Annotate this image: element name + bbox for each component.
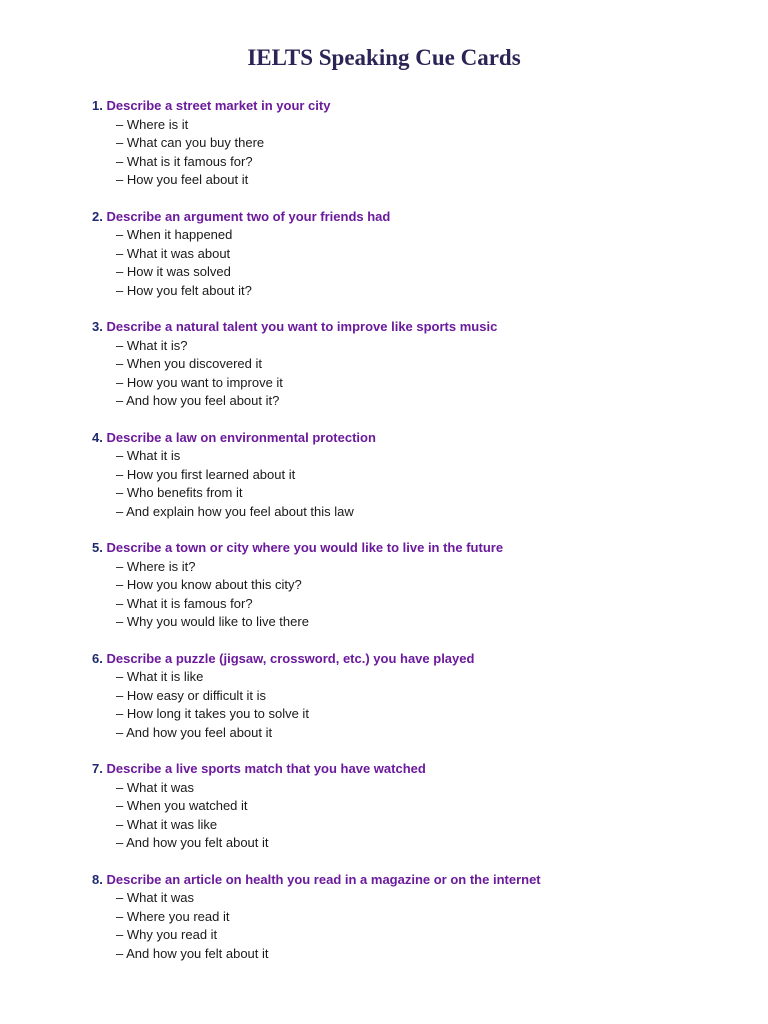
cue-card-points [92,558,752,632]
cue-card-point: – How long it takes you to solve it [116,706,309,721]
cue-card-point: – Where you read it [116,908,230,924]
cue-card-point: – What it was like [116,816,218,832]
cue-card-point: – How you know about this city? [116,577,302,592]
cue-card-point: – Why you read it [116,927,218,942]
cue-card-point: – Where is it? [116,558,196,574]
cue-card-point: – And how you felt about it [116,835,269,850]
cue-card-number: 7. [92,761,103,776]
cue-card-point: – How you first learned about it [116,466,296,482]
cue-card [92,318,752,411]
cue-card-points [92,226,752,300]
cue-card-points [92,779,752,853]
cue-card-heading [92,871,752,890]
cue-card-point: – What is it famous for? [116,153,253,169]
cue-card-point: – How you feel about it [116,172,249,187]
cue-card-number: 5. [92,540,103,555]
cue-card [92,650,752,743]
cue-card-points [92,668,752,742]
cue-card-points [92,116,752,190]
cue-card-list [92,97,752,981]
cue-card-number: 3. [92,319,103,334]
cue-card-title: Describe a puzzle (jigsaw, crossword, etc.) you have played [106,650,475,666]
cue-card-heading [92,539,752,558]
cue-card-point: – When you watched it [116,798,248,813]
cue-card-point: – And how you feel about it [116,724,273,740]
cue-card-point: – How you want to improve it [116,374,283,390]
cue-card-point: – What it is famous for? [116,595,253,611]
cue-card-heading [92,318,752,337]
cue-card-point: – How easy or difficult it is [116,687,267,703]
cue-card-heading [92,650,752,669]
cue-card-point: – How you felt about it? [116,282,252,298]
cue-card-title: Describe a street market in your city [106,98,331,113]
cue-card-point: – Why you would like to live there [116,614,309,629]
cue-card-heading [92,760,752,779]
document-title: IELTS Speaking Cue Cards [247,45,521,70]
cue-card-point: – How it was solved [116,264,231,279]
cue-card-number: 6. [92,650,103,666]
cue-card-heading [92,429,752,448]
cue-card [92,539,752,632]
cue-card-title: Describe a natural talent you want to improve like sports music [106,319,498,334]
cue-card-title: Describe a live sports match that you have watched [106,761,426,776]
cue-card-title: Describe a town or city where you would like to live in the future [106,540,504,555]
cue-card-points [92,889,752,963]
cue-card-number: 8. [92,871,103,887]
cue-card-point: – And how you feel about it? [116,393,280,408]
cue-card-points [92,337,752,411]
cue-card-point: – What it is? [116,337,188,353]
cue-card-point: – What it was about [116,245,231,261]
cue-card-heading [92,97,752,116]
cue-card-heading [92,208,752,227]
cue-card-points [92,447,752,521]
cue-card [92,429,752,522]
cue-card-point: – Who benefits from it [116,485,243,500]
cue-card-number: 2. [92,208,103,224]
cue-card-point: – What it was [116,890,195,905]
cue-card-point: – When you discovered it [116,356,262,371]
cue-card-point: – And explain how you feel about this law [116,503,354,519]
cue-card-point: – What it was [116,779,195,795]
cue-card-number: 4. [92,429,103,445]
cue-card [92,760,752,853]
cue-card-title: Describe an argument two of your friends had [106,208,391,224]
cue-card-point: – And how you felt about it [116,945,269,961]
cue-card-title: Describe an article on health you read in a magazine or on the internet [106,871,541,887]
cue-card [92,97,752,190]
cue-card-number: 1. [92,98,103,113]
cue-card-point: – Where is it [116,116,189,132]
cue-card-point: – What it is like [116,669,204,684]
cue-card-point: – When it happened [116,227,233,242]
cue-card [92,208,752,301]
cue-card-title: Describe a law on environmental protection [106,429,376,445]
cue-card [92,871,752,964]
cue-card-point: – What it is [116,448,181,463]
cue-card-point: – What can you buy there [116,135,265,150]
